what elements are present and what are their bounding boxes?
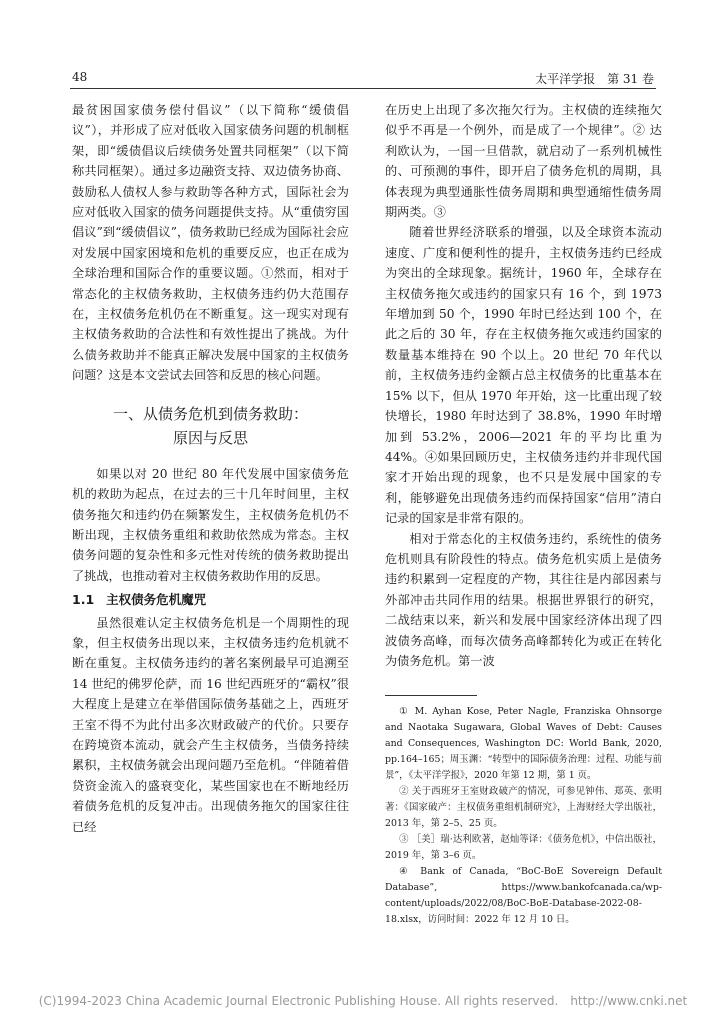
footnote-divider xyxy=(385,695,477,696)
subsection-heading xyxy=(72,590,349,610)
body-paragraph: 虽然很难认定主权债务危机是一个周期性的现象，但主权债务出现以来，主权债务违约危机就不断在重复。主权债务违约的著名案例最早可追溯至 14 世纪的佛罗伦萨，而 16 世纪西班牙的“霸权”很大程度上是建立在举借国际债务基础之上，西班牙王室不得不为此付出多次财政破产的代价。只要存在跨境资本流动，就会产生主权债务，当债务持续累积，主权债务就会出现问题乃至危机。“伴随着借贷资金流入的盛衰变化，某些国家也在不断地经历着债务危机的反复冲击。出现债务拖欠的国家往往已经 xyxy=(72,615,349,834)
footnote: ④ Bank of Canada, “BoC-BoE Sovereign Default Database”, https://www.bankofcanada.ca/wp-content/uploads/2022/08/BoC-BoE-Database-2022-08-18.xlsx，访问时间：2022 年 12 月 10 日。 xyxy=(385,866,662,926)
journal-header: 太平洋学报 第 31 卷 xyxy=(535,72,654,86)
body-paragraph: 相对于常态化的主权债务违约，系统性的债务危机则具有阶段性的特点。债务危机实质上是债务违约积累到一定程度的产物，其往往是内部因素与外部冲击共同作用的结果。根据世界银行的研究，二战结束以来，新兴和发展中国家经济体出现了四波债务高峰，而每次债务高峰都转化为或正在转化为债务危机。第一波 xyxy=(385,531,662,668)
section-title-line-1: 一、从债务危机到债务救助： xyxy=(112,404,308,423)
right-column xyxy=(385,100,662,928)
subsection-number: 1.1 xyxy=(72,592,95,608)
footnotes xyxy=(385,704,662,928)
footnote: ② 关于西班牙王室财政破产的情况，可参见钟伟、郑英、张明著：《国家破产：主权债务重组机制研究》，上海财经大学出版社，2013 年，第 2–5、25 页。 xyxy=(385,786,662,830)
copyright-footer: (C)1994-2023 China Academic Journal Electronic Publishing House. All rights reserved. http://www.cnki.net xyxy=(38,994,688,1008)
page-number: 48 xyxy=(72,70,88,84)
body-paragraph: 随着世界经济联系的增强，以及全球资本流动速度、广度和便利性的提升，主权债务违约已经成为突出的全球现象。据统计，1960 年，全球存在主权债务拖欠或违约的国家只有 16 个，到 1973 年增加到 50 个，1990 年时已经达到 100 个，在此之后的 30 年，存在主权债务拖欠或违约国家的数量基本维持在 90 个以上。20 世纪 70 年代以前，主权债务违约金额占总主权债务的比重基本在 15% 以下，但从 1970 年开始，这一比重出现了较快增长，1980 年时达到了 38.8%，1990 年时增加到 53.2%，2006—2021 年的平均比重为 44%。④如果回顾历史，主权债务违约并非现代国家才开始出现的现象，也不只是发展中国家的专利，能够避免出现债务违约而保持国家“信用”清白记录的国家是非常有限的。 xyxy=(385,225,662,526)
subsection-title: 主权债务危机魔咒 xyxy=(106,592,207,608)
body-paragraph: 最贫困国家债务偿付倡议”（以下简称“缓债倡议”），并形成了应对低收入国家债务问题的机制框架，即“缓债倡议后续债务处置共同框架”（以下简称共同框架）。通过多边融资支持、双边债务协商、鼓励私人债权人参与救助等各种方式，国际社会为应对低收入国家的债务问题提供支持。从“重债穷国倡议”到“缓债倡议”，债务救助已经成为国际社会应对发展中国家困境和危机的重要反应，也正在成为全球治理和国际合作的重要议题。①然而，相对于常态化的主权债务救助，主权债务违约仍大范围存在，主权债务危机仍在不断重复。这一现实对现有主权债务救助的合法性和有效性提出了挑战。为什么债务救助并不能真正解决发展中国家的主权债务问题？这是本文尝试去回答和反思的核心问题。 xyxy=(72,103,349,383)
body-paragraph: 在历史上出现了多次拖欠行为。主权债的连续拖欠似乎不再是一个例外，而是成了一个规律”。② 达利欧认为，一国一旦借款，就启动了一系列机械性的、可预测的事件，即开启了债务危机的周期，具体表现为典型通胀性债务周期和典型通缩性债务周期两类。③ xyxy=(385,103,662,220)
section-title-line-2: 原因与反思 xyxy=(172,428,248,447)
left-column xyxy=(72,100,349,837)
footnote: ③ ［美］瑞·达利欧著，赵灿等译：《债务危机》，中信出版社，2019 年，第 3–6 页。 xyxy=(385,834,662,862)
body-paragraph: 如果以对 20 世纪 80 年代发展中国家债务危机的救助为起点，在过去的三十几年时间里，主权债务拖欠和违约仍在频繁发生，主权债务危机仍不断出现，主权债务重组和救助依然成为常态。主权债务问题的复杂性和多元性对传统的债务救助提出了挑战，也推动着对主权债务救助作用的反思。 xyxy=(72,466,349,583)
footnote: ① M. Ayhan Kose, Peter Nagle, Franziska Ohnsorge and Naotaka Sugawara, Global Waves of Debt: Causes and Consequences, Washington DC: World Bank, 2020, pp.164–165；周玉渊：“转型中的国际债务治理：过程、功能与前景”，《太平洋学报》，2020 年第 12 期，第 1 页。 xyxy=(385,706,662,782)
header-divider xyxy=(70,88,656,89)
section-title xyxy=(72,402,349,450)
